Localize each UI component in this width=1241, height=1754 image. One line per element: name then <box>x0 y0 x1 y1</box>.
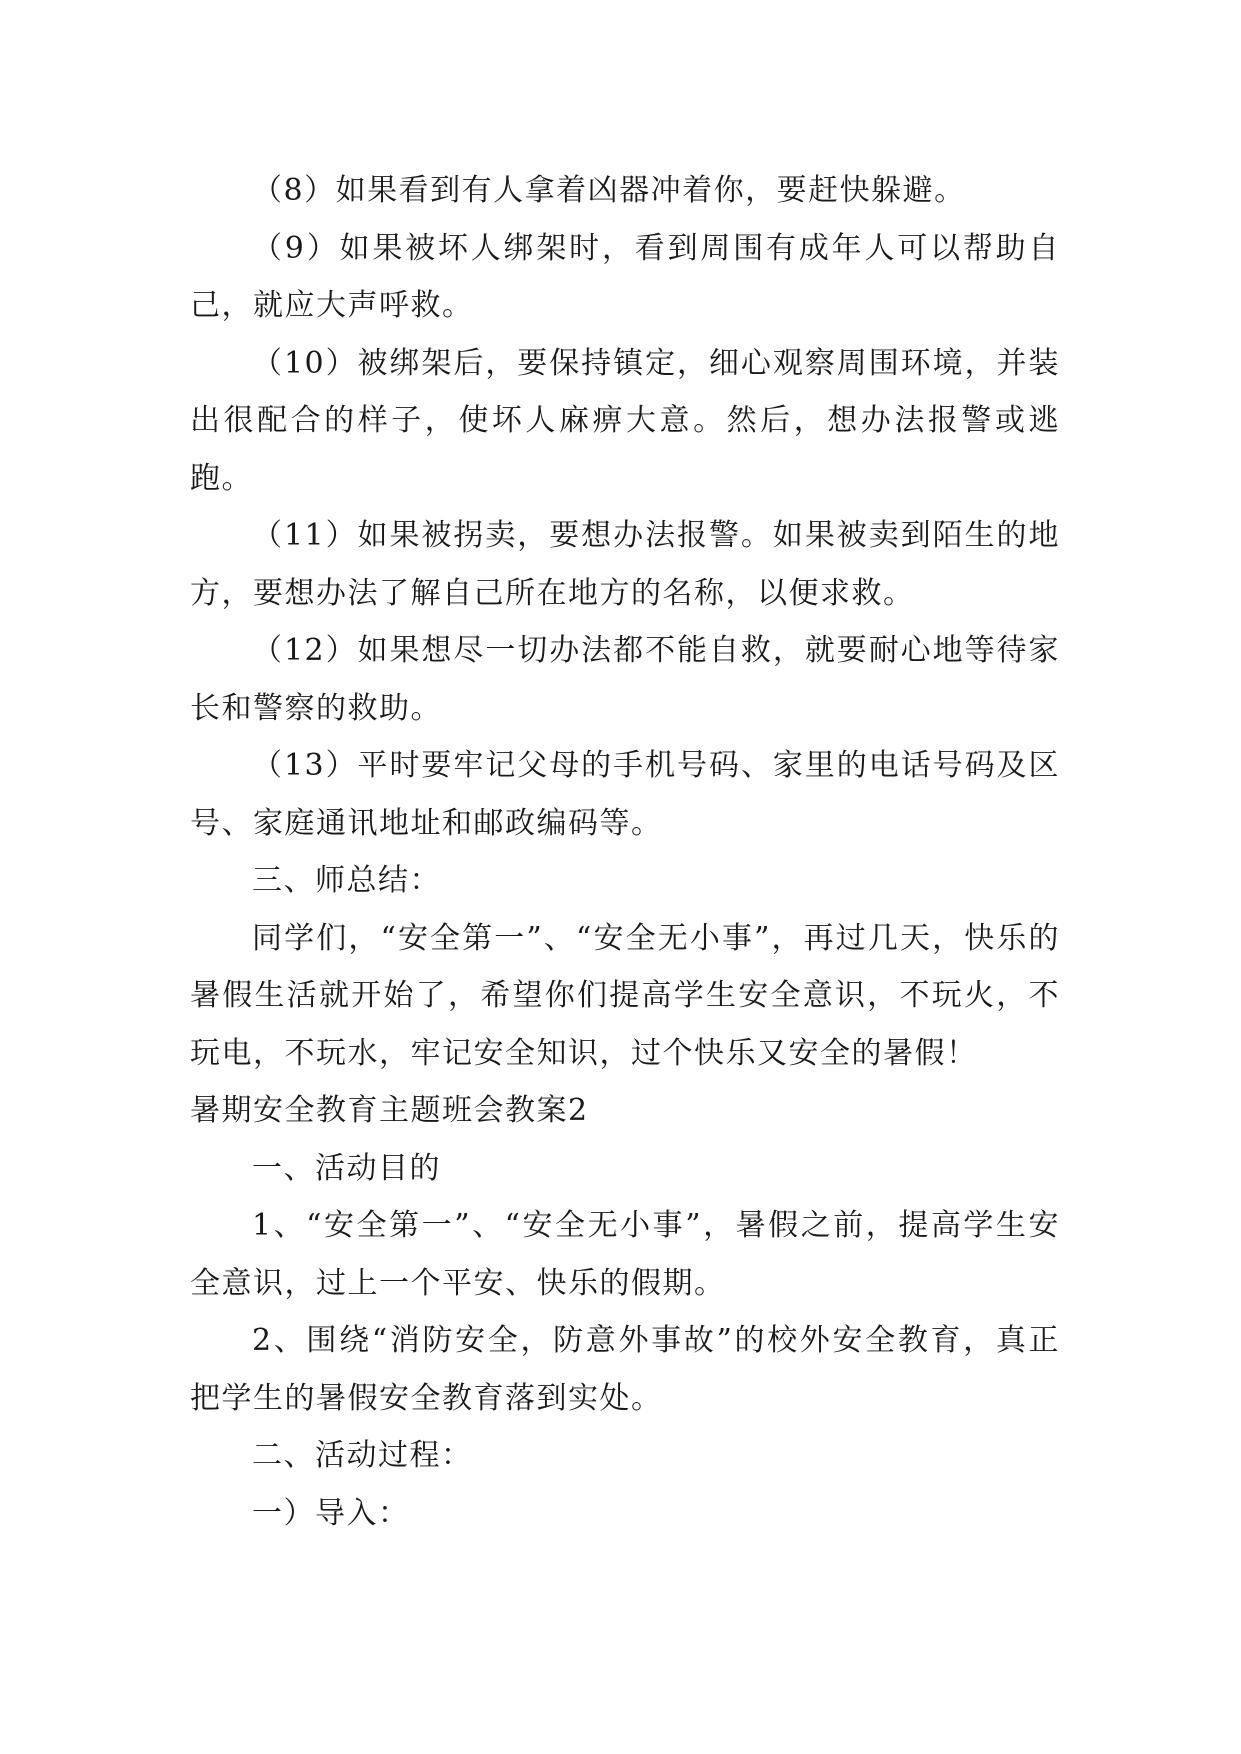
paragraph-item-12: （12）如果想尽一切办法都不能自救，就要耐心地等待家长和警察的救助。 <box>190 633 1060 726</box>
document-body <box>190 162 1060 1542</box>
paragraph-item-13: （13）平时要牢记父母的手机号码、家里的电话号码及区号、家庭通讯地址和邮政编码等。 <box>190 748 1060 841</box>
purpose-item-2: 2、围绕“消防安全，防意外事故”的校外安全教育，真正把学生的暑假安全教育落到实处。 <box>190 1323 1060 1416</box>
subsection-heading-intro: 一）导入： <box>252 1495 410 1531</box>
document-title: 暑期安全教育主题班会教案2 <box>190 1093 589 1128</box>
summary-paragraph: 同学们，“安全第一”、“安全无小事”，再过几天，快乐的暑假生活就开始了，希望你们提高学生安全意识，不玩火，不玩电，不玩水，牢记安全知识，过个快乐又安全的暑假！ <box>190 920 1060 1071</box>
section-heading-process: 二、活动过程： <box>252 1438 473 1473</box>
section-heading-summary: 三、师总结： <box>252 863 441 898</box>
section-heading-purpose: 一、活动目的 <box>252 1150 441 1186</box>
purpose-item-1: 1、“安全第一”、“安全无小事”，暑假之前，提高学生安全意识，过上一个平安、快乐的假期。 <box>190 1208 1060 1301</box>
paragraph-item-8: （8）如果看到有人拿着凶器冲着你，要赶快躲避。 <box>252 173 966 208</box>
paragraph-item-9: （9）如果被坏人绑架时，看到周围有成年人可以帮助自己，就应大声呼救。 <box>190 230 1060 323</box>
paragraph-item-10: （10）被绑架后，要保持镇定，细心观察周围环境，并装出很配合的样子，使坏人麻痹大意。然后，想办法报警或逃跑。 <box>190 345 1060 496</box>
paragraph-item-11: （11）如果被拐卖，要想办法报警。如果被卖到陌生的地方，要想办法了解自己所在地方的名称，以便求救。 <box>190 518 1060 611</box>
